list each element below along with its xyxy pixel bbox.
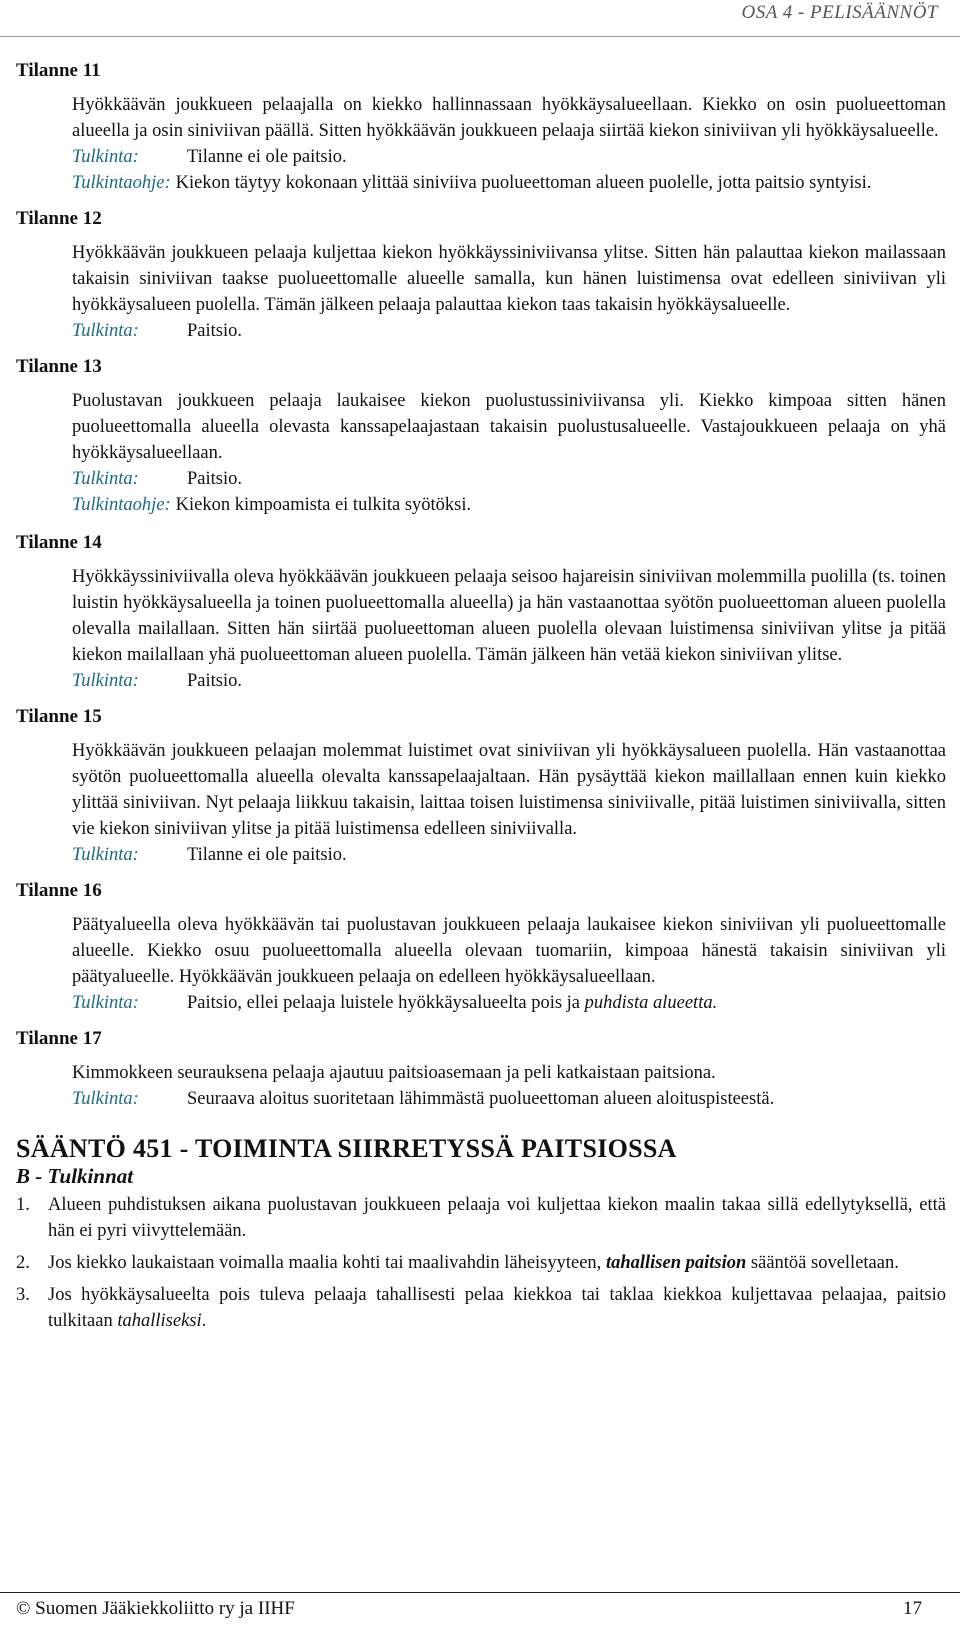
item-text-emphasis: tahalliseksi	[117, 1311, 202, 1331]
interpretation	[72, 1086, 946, 1112]
interpretation-label: Tulkinta:	[72, 469, 139, 489]
list-item	[16, 1282, 946, 1334]
item-text	[48, 1282, 946, 1334]
list-item	[16, 1250, 946, 1276]
situation-text: Päätyalueella oleva hyökkäävän tai puolustavan joukkueen pelaaja laukaisee kiekon siniviivan yli puolueettomalle alueelle. Kiekko osuu puolueettomalla alueella olevaan tuomariin, kimpoaa hänestä takaisin siniviivan yli päätyalueelle. Hyökkäävän joukkueen pelaaja on edelleen hyökkäysalueellaan.	[72, 915, 946, 987]
interpretation-label: Tulkinta:	[72, 1089, 139, 1109]
situation-13	[16, 354, 946, 518]
interpretation-italic: puhdista alueetta.	[584, 993, 718, 1013]
guide-label: Tulkintaohje:	[72, 495, 171, 515]
footer-copyright: © Suomen Jääkiekkoliitto ry ja IIHF	[16, 1598, 295, 1619]
situation-title: Tilanne 17	[16, 1028, 102, 1049]
interpretation-guide	[72, 170, 946, 196]
interpretation-text: Paitsio, ellei pelaaja luistele hyökkäysalueelta pois ja	[187, 993, 585, 1013]
item-number: 2.	[16, 1253, 30, 1273]
item-number: 3.	[16, 1285, 30, 1305]
interpretation	[72, 668, 946, 694]
situation-title: Tilanne 13	[16, 356, 102, 377]
interpretation-label: Tulkinta:	[72, 845, 139, 865]
situation-text: Puolustavan joukkueen pelaaja laukaisee kiekon puolustussiniviivansa yli. Kiekko kimpoaa sitten hänen puolueettomalla alueella olevasta kanssapelaajastaan takaisin puolustusalueelle. Vastajoukkueen pelaaja on yhä hyökkäysalueellaan.	[72, 391, 946, 463]
interpretation-value: Tilanne ei ole paitsio.	[187, 147, 347, 167]
header-divider	[0, 36, 960, 37]
list-item	[16, 1192, 946, 1244]
interpretation-value: Paitsio.	[187, 671, 242, 691]
interpretation	[72, 466, 946, 492]
item-text-a: Jos kiekko laukaistaan voimalla maalia kohti tai maalivahdin läheisyyteen,	[48, 1253, 606, 1273]
interpretation-guide	[72, 492, 946, 518]
item-text-a: Jos hyökkäysalueelta pois tuleva pelaaja tahallisesti pelaa kiekkoa tai taklaa kiekkoa kuljettavaa pelaajaa, paitsio tulkitaan	[48, 1285, 946, 1331]
item-text-emphasis: tahallisen paitsion	[605, 1253, 747, 1273]
situation-title: Tilanne 14	[16, 532, 102, 553]
situation-title: Tilanne 12	[16, 208, 102, 229]
interpretation-value: Tilanne ei ole paitsio.	[187, 845, 347, 865]
item-text: Alueen puhdistuksen aikana puolustavan joukkueen pelaaja voi kuljettaa kiekon maalin takaa sillä edellytyksellä, että hän ei pyri viivyttelemään.	[48, 1195, 946, 1241]
interpretation-label: Tulkinta:	[72, 321, 139, 341]
item-number: 1.	[16, 1195, 30, 1215]
interpretation	[72, 144, 946, 170]
situation-title: Tilanne 15	[16, 706, 102, 727]
guide-value: Kiekon täytyy kokonaan ylittää siniviiva puolueettoman alueen puolelle, jotta paitsio syntyisi.	[175, 173, 872, 193]
item-text	[48, 1250, 946, 1276]
interpretation-value: Paitsio.	[187, 469, 242, 489]
rule-title: SÄÄNTÖ 451 - TOIMINTA SIIRRETYSSÄ PAITSIOSSA	[16, 1134, 677, 1163]
situation-text: Hyökkäävän joukkueen pelaajan molemmat luistimet ovat siniviivan yli hyökkäysalueen puolella. Hän vastaanottaa syötön puolueettomalla alueella olevalta kanssapelaajaltaan. Hän pysäyttää kiekon maillallaan ennen kuin kiekko ylittää siniviivan. Nyt pelaaja liikkuu takaisin, laittaa toisen luistimensa siniviivalle, pitää luistimen siniviivalla, sitten vie kiekon siniviivan ylitse ja pitää luistimensa edelleen siniviivalla.	[72, 741, 946, 839]
situation-body	[72, 912, 946, 1016]
situation-body	[72, 92, 946, 196]
page-number: 17	[903, 1598, 922, 1619]
footer-divider	[0, 1592, 960, 1593]
situation-text: Kimmokkeen seurauksena pelaaja ajautuu paitsioasemaan ja peli katkaistaan paitsiona.	[72, 1063, 716, 1083]
situation-text: Hyökkäävän joukkueen pelaaja kuljettaa kiekon hyökkäyssiniviivansa ylitse. Sitten hän palauttaa kiekon mailassaan takaisin siniviivan taakse puolueettomalle alueelle samalla, kun hänen luistimensa ovat edelleen siniviivan yli hyökkäysalueen puolella. Tämän jälkeen pelaaja palauttaa kiekon taas takaisin hyökkäysalueelle.	[72, 243, 946, 315]
interpretation-value	[187, 990, 946, 1016]
interpretation	[72, 842, 946, 868]
interpretation	[72, 318, 946, 344]
situation-text: Hyökkäyssiniviivalla oleva hyökkäävän joukkueen pelaaja seisoo hajareisin siniviivan molemmilla puolilla (ts. toinen luistin hyökkäysalueella ja toinen puolueettomalla alueella) ja hän vastaanottaa syötön puolueettoman alueen puolella olevalla mailallaan. Sitten hän siirtää puolueettoman alueen puolella olevaan luistimensa siniviivan ylitse ja pitää kiekon mailallaan yhä puolueettoman alueen puolella. Tämän jälkeen hän vetää kiekon siniviivan ylitse.	[72, 567, 946, 665]
situation-17	[16, 1026, 946, 1112]
interpretation-value: Paitsio.	[187, 321, 242, 341]
situation-body	[72, 564, 946, 694]
item-text-c: sääntöä sovelletaan.	[746, 1253, 899, 1273]
situation-body	[72, 1060, 946, 1112]
situation-body	[72, 388, 946, 518]
guide-value: Kiekon kimpoamista ei tulkita syötöksi.	[175, 495, 472, 515]
content	[16, 58, 946, 1340]
situation-title: Tilanne 11	[16, 60, 101, 81]
interpretation-label: Tulkinta:	[72, 993, 139, 1013]
interpretation	[72, 990, 946, 1016]
situation-text: Hyökkäävän joukkueen pelaajalla on kiekko hallinnassaan hyökkäysalueellaan. Kiekko on osin puolueettoman alueella ja osin siniviivan päällä. Sitten hyökkäävän joukkueen pelaaja siirtää kiekon siniviivan yli hyökkäysalueelle.	[72, 95, 946, 141]
situation-12	[16, 206, 946, 344]
interpretation-label: Tulkinta:	[72, 147, 139, 167]
situation-15	[16, 704, 946, 868]
situation-16	[16, 878, 946, 1016]
rule-subtitle: B - Tulkinnat	[16, 1164, 134, 1188]
header-title: OSA 4 - PELISÄÄNNÖT	[741, 2, 938, 23]
situation-body	[72, 240, 946, 344]
interpretation-label: Tulkinta:	[72, 671, 139, 691]
situation-title: Tilanne 16	[16, 880, 102, 901]
situation-body	[72, 738, 946, 868]
situation-11	[16, 58, 946, 196]
item-text-c: .	[201, 1311, 207, 1331]
interpretation-value: Seuraava aloitus suoritetaan lähimmästä puolueettoman alueen aloituspisteestä.	[187, 1089, 775, 1109]
situation-14	[16, 530, 946, 694]
rule-list	[16, 1192, 946, 1334]
guide-label: Tulkintaohje:	[72, 173, 171, 193]
